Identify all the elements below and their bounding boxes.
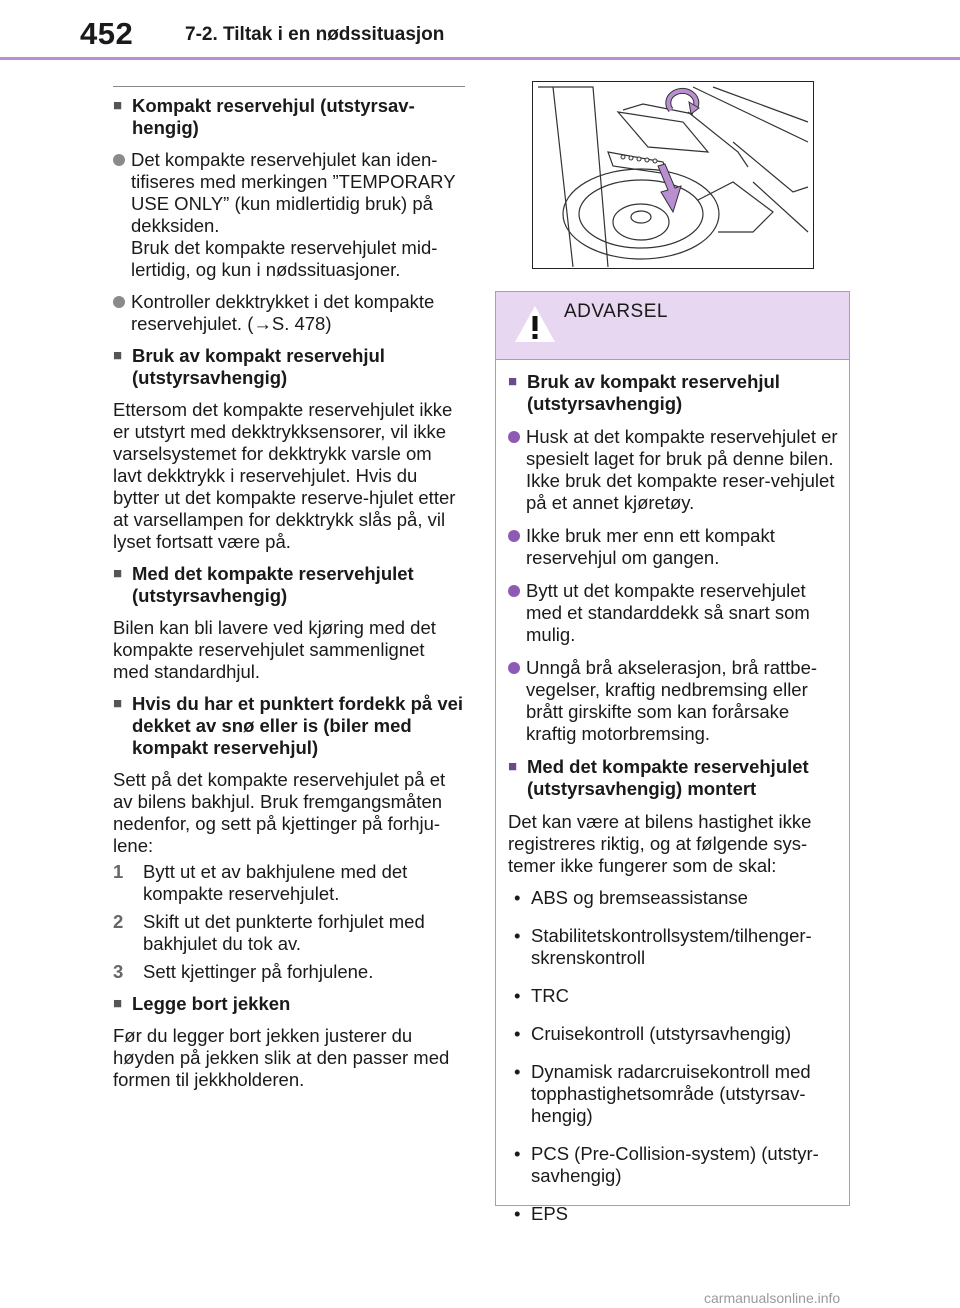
list-marker: • bbox=[514, 1203, 521, 1224]
header-rule bbox=[0, 57, 960, 60]
step-text: Bytt ut et av bakhjulene med det kompakte reservehjulet. bbox=[143, 861, 408, 904]
down-arrow-icon bbox=[658, 164, 681, 212]
trunk-jack-spare-tire-drawing bbox=[533, 82, 812, 267]
step-number: 1 bbox=[113, 861, 124, 882]
bullet-item: Det kompakte reservehjulet kan iden-tifiseres med merkingen ”TEMPORARY USE ONLY” (kun midlertidig bruk) på dekksiden. Bruk det kompakte reservehjulet mid-lertidig, og kun i nødssituasjoner. bbox=[113, 149, 465, 281]
warning-bullet: Husk at det kompakte reservehjulet er spesielt laget for bruk på denne bilen. Ikke bruk det kompakte reser-vehjulet på et annet kjøretøy. bbox=[508, 426, 839, 514]
heading-punktert-fordekk: ■ Hvis du har et punktert fordekk på vei dekket av snø eller is (biler med kompakt reservehjul) bbox=[113, 693, 464, 758]
warning-heading: ■ Med det kompakte reservehjulet (utstyrsavhengig) montert bbox=[508, 756, 809, 799]
list-item: • ABS og bremseassistanse bbox=[508, 887, 839, 909]
left-column bbox=[113, 86, 465, 1101]
heading-kompakt-reservehjul: ■ Kompakt reservehjul (utstyrsav-hengig) bbox=[113, 95, 415, 138]
warning-paragraph: Det kan være at bilens hastighet ikke registreres riktig, og at følgende sys-temer ikke fungerer som de skal: bbox=[508, 811, 812, 876]
list-marker: • bbox=[514, 925, 521, 946]
paragraph: Før du legger bort jekken justerer du høyden på jekken slik at den passer med formen til jekkholderen. bbox=[113, 1025, 450, 1090]
paragraph: Bilen kan bli lavere ved kjøring med det kompakte reservehjulet sammenlignet med standardhjul. bbox=[113, 617, 436, 682]
list-item: • Stabilitetskontrollsystem/tilhenger-skrenskontroll bbox=[508, 925, 839, 969]
jack-storage-illustration bbox=[532, 81, 814, 269]
paragraph: Ettersom det kompakte reservehjulet ikke er utstyrt med dekktrykksensorer, vil ikke varselsystemet for dekktrykk varsle om lavt dekktrykk i reservehjulet. Hvis du bytter ut det kompakte reserve-hjulet etter at varsellampen for dekktrykk slås på, vil lyset fortsatt være på. bbox=[113, 399, 456, 552]
circle-bullet-icon bbox=[113, 296, 125, 308]
square-bullet-icon: ■ bbox=[508, 758, 518, 775]
section-title: 7-2. Tiltak i en nødssituasjon bbox=[185, 24, 445, 45]
list-marker: • bbox=[514, 887, 521, 908]
step-text: Sett kjettinger på forhjulene. bbox=[143, 961, 374, 982]
circle-bullet-icon bbox=[113, 154, 125, 166]
square-bullet-icon: ■ bbox=[508, 373, 518, 390]
heading-legge-bort-jekken: ■ Legge bort jekken bbox=[113, 993, 291, 1014]
heading-med-kompakt: ■ Med det kompakte reservehjulet (utstyrsavhengig) bbox=[113, 563, 414, 606]
list-item: • EPS bbox=[508, 1203, 839, 1225]
step-item bbox=[113, 911, 465, 955]
paragraph: Sett på det kompakte reservehjulet på et av bilens bakhjul. Bruk fremgangsmåten nedenfor, og sett på kjettinger på forhju-lene: bbox=[113, 769, 446, 856]
watermark: carmanualsonline.info bbox=[704, 1290, 841, 1306]
list-item: • Cruisekontroll (utstyrsavhengig) bbox=[508, 1023, 839, 1045]
step-item bbox=[113, 861, 465, 905]
list-marker: • bbox=[514, 985, 521, 1006]
circle-bullet-icon bbox=[508, 662, 520, 674]
warning-bullet: Ikke bruk mer enn ett kompakt reservehjul om gangen. bbox=[508, 525, 839, 569]
square-bullet-icon: ■ bbox=[113, 347, 123, 364]
step-item bbox=[113, 961, 465, 983]
circle-bullet-icon bbox=[508, 585, 520, 597]
list-item: • PCS (Pre-Collision-system) (utstyr-savhengig) bbox=[508, 1143, 839, 1187]
circle-bullet-icon bbox=[508, 431, 520, 443]
page-number: 452 bbox=[80, 16, 134, 51]
list-marker: • bbox=[514, 1061, 521, 1082]
square-bullet-icon: ■ bbox=[113, 995, 123, 1012]
warning-bullet: Unngå brå akselerasjon, brå rattbe-vegelser, kraftig nedbremsing eller brått girskifte som kan forårsake kraftig motorbremsing. bbox=[508, 657, 839, 745]
warning-box bbox=[495, 291, 850, 1224]
list-marker: • bbox=[514, 1023, 521, 1044]
square-bullet-icon: ■ bbox=[113, 97, 123, 114]
square-bullet-icon: ■ bbox=[113, 565, 123, 582]
step-number: 3 bbox=[113, 961, 124, 982]
list-item: • Dynamisk radarcruisekontroll med topphastighetsområde (utstyrsav-hengig) bbox=[508, 1061, 839, 1127]
heading-bruk-av-kompakt: ■ Bruk av kompakt reservehjul (utstyrsavhengig) bbox=[113, 345, 385, 388]
warning-triangle-icon bbox=[513, 302, 557, 346]
bullet-item: Kontroller dekktrykket i det kompakte reservehjulet. (→S. 478) bbox=[113, 291, 465, 335]
step-text: Skift ut det punkterte forhjulet med bakhjulet du tok av. bbox=[143, 911, 425, 954]
warning-heading: ■ Bruk av kompakt reservehjul (utstyrsavhengig) bbox=[508, 371, 780, 414]
section-divider bbox=[113, 86, 465, 87]
circle-bullet-icon bbox=[508, 530, 520, 542]
square-bullet-icon: ■ bbox=[113, 695, 123, 712]
warning-body bbox=[496, 360, 849, 1225]
warning-bullet: Bytt ut det kompakte reservehjulet med et standarddekk så snart som mulig. bbox=[508, 580, 839, 646]
step-number: 2 bbox=[113, 911, 124, 932]
list-marker: • bbox=[514, 1143, 521, 1164]
page-header bbox=[0, 0, 960, 60]
warning-title: ADVARSEL bbox=[564, 301, 668, 322]
list-item: • TRC bbox=[508, 985, 839, 1007]
warning-header bbox=[496, 292, 849, 360]
